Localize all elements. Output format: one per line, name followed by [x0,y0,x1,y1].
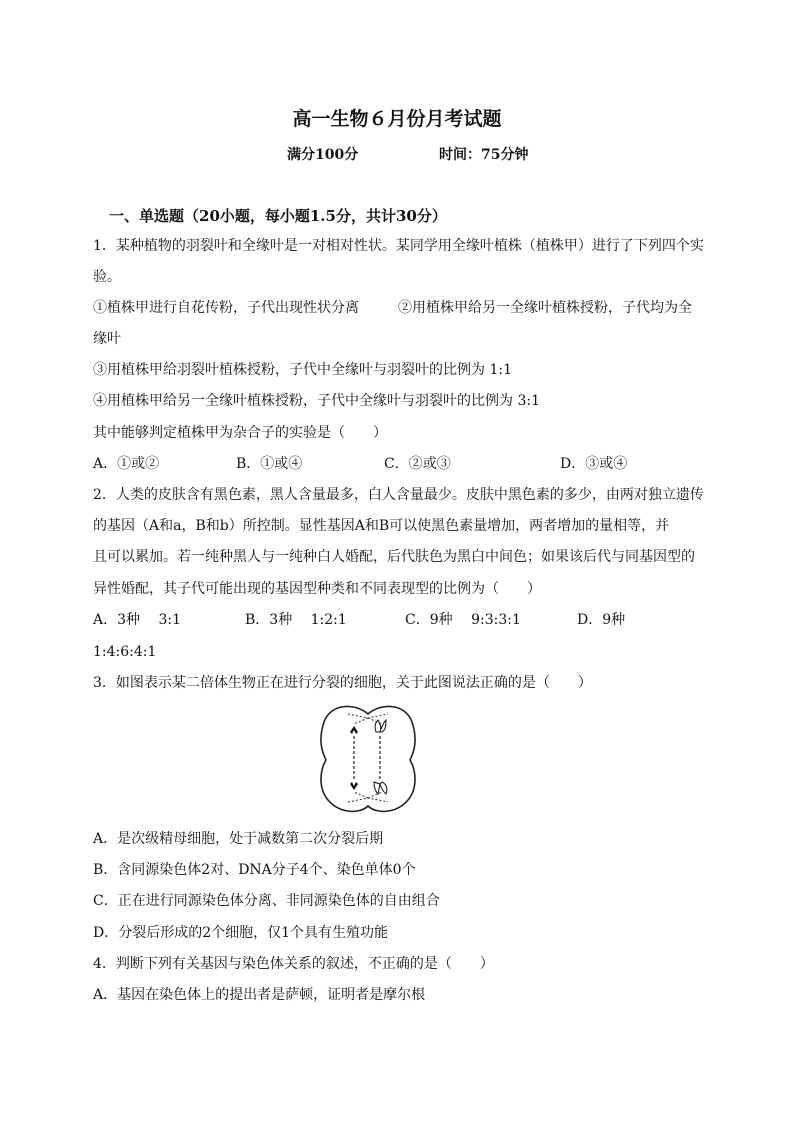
q1-stem-line1: 1．某种植物的羽裂叶和全缘叶是一对相对性状。某同学用全缘叶植株（植株甲）进行了下列四个实 [93,238,704,254]
full-score: 满分100分 [287,147,359,163]
q1-item2: ②用植株甲给另一全缘叶植株授粉，子代均为全 [398,300,692,316]
chromosome-left-top [350,726,358,734]
q1-item2-cont: 缘叶 [93,331,121,347]
q1-option-b: B．①或④ [236,456,303,472]
q1-question: 其中能够判定植株甲为杂合子的实验是（ ） [93,425,387,441]
q2-option-b: B．3种 1:2:1 [245,612,347,628]
q2-option-d-cont: 1:4:6:4:1 [93,644,157,660]
q1-item1: ①植株甲进行自花传粉，子代出现性状分离 [93,300,359,316]
q3-option-c: C．正在进行同源染色体分离、非同源染色体的自由组合 [93,893,440,909]
exam-title: 高一生物６月份月考试题 [292,108,502,130]
q2-stem-line3: 且可以累加。若一纯种黑人与一纯种白人婚配，后代肤色为黑白中间色；如果该后代与同基因型的 [93,549,695,565]
q3-option-d: D．分裂后形成的2个细胞，仅1个具有生殖功能 [93,925,389,941]
q2-option-a: A．3种 3:1 [93,612,181,628]
q3-option-a: A．是次级精母细胞，处于减数第二次分裂后期 [93,831,384,847]
q2-option-d: D．9种 [577,612,626,628]
q1-option-a: A．①或② [93,456,160,472]
spindle-pole-top [348,714,388,724]
q2-option-c: C．9种 9:3:3:1 [405,612,521,628]
q1-item3: ③用植株甲给羽裂叶植株授粉，子代中全缘叶与羽裂叶的比例为 1:1 [93,362,512,378]
q1-option-c: C．②或③ [384,456,451,472]
spindle-pole-bottom [348,792,388,802]
cell-membrane [321,706,415,811]
q1-stem-line2: 验。 [93,269,121,285]
q3-option-b: B．含同源染色体2对、DNA分子4个、染色单体0个 [93,862,416,878]
chromosome-left-bottom [350,782,358,790]
q2-stem-line2: 的基因（A和a，B和b）所控制。显性基因A和B可以使黑色素量增加，两者增加的量相等，并 [93,518,670,534]
cell-division-figure [316,700,420,816]
q4-option-a: A．基因在染色体上的提出者是萨顿，证明者是摩尔根 [93,987,426,1003]
section-heading: 一、单选题（20小题，每小题1.5分，共计30分） [109,207,447,225]
q2-stem-line4: 异性婚配，其子代可能出现的基因型种类和不同表现型的比例为（ ） [93,581,541,597]
q2-stem-line1: 2．人类的皮肤含有黑色素，黑人含量最多，白人含量最少。皮肤中黑色素的多少，由两对独立遗传 [93,487,704,503]
chromosome-right-top [375,720,386,732]
q1-option-d: D．③或④ [560,456,628,472]
exam-time: 时间：75分钟 [439,147,529,163]
q1-item4: ④用植株甲给另一全缘叶植株授粉，子代中全缘叶与羽裂叶的比例为 3:1 [93,393,540,409]
q3-stem: 3．如图表示某二倍体生物正在进行分裂的细胞，关于此图说法正确的是（ ） [93,675,592,691]
q4-stem: 4．判断下列有关基因与染色体关系的叙述，不正确的是（ ） [93,956,494,972]
